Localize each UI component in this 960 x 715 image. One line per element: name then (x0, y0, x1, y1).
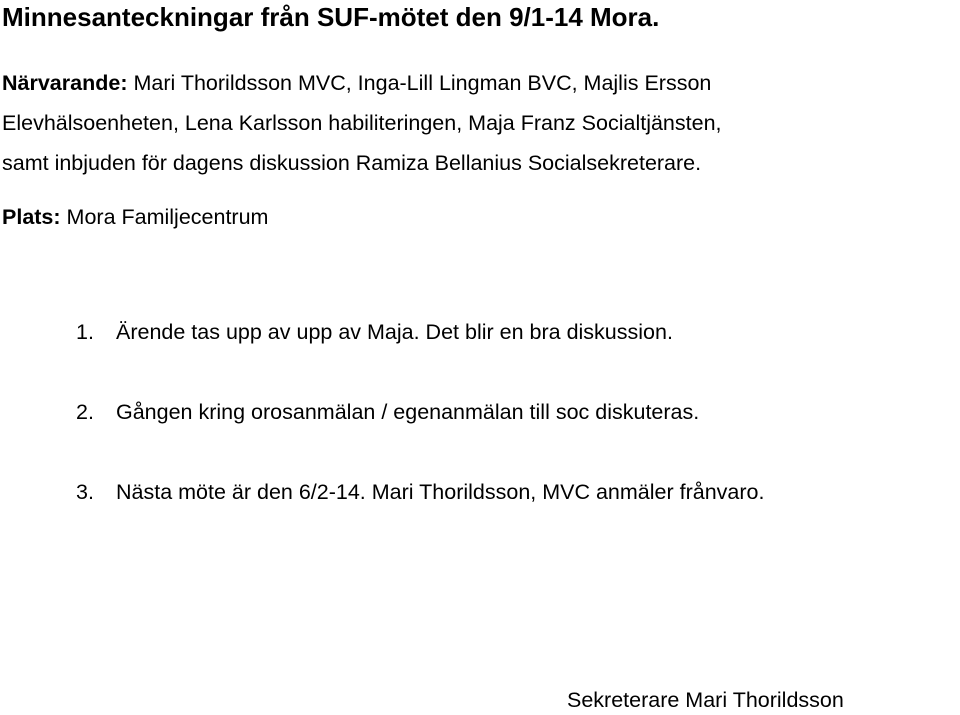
agenda-item (76, 472, 764, 512)
attendees-line-2: Elevhälsoenheten, Lena Karlsson habiliteringen, Maja Franz Socialtjänsten, (2, 111, 722, 135)
agenda-item-text: Nästa möte är den 6/2-14. Mari Thorildsson, MVC anmäler frånvaro. (116, 480, 765, 504)
agenda-item (76, 392, 699, 432)
attendees-paragraph (2, 63, 952, 183)
document-title: Minnesanteckningar från SUF-mötet den 9/1-14 Mora. (2, 2, 660, 32)
place-label: Plats: (2, 205, 61, 229)
place-paragraph (2, 197, 268, 237)
attendees-line-1 (2, 63, 952, 103)
attendees-label: Närvarande: (2, 71, 128, 95)
secretary-signature: Sekreterare Mari Thorildsson (567, 688, 844, 712)
agenda-item (76, 312, 673, 352)
agenda-item-text: Ärende tas upp av upp av Maja. Det blir en bra diskussion. (116, 320, 673, 344)
place-value: Mora Familjecentrum (60, 205, 269, 229)
agenda-item-text: Gången kring orosanmälan / egenanmälan till soc diskuteras. (116, 400, 700, 424)
attendees-text-1: Mari Thorildsson MVC, Inga-Lill Lingman BVC, Majlis Ersson (127, 71, 712, 95)
agenda-item-number: 1. (76, 320, 94, 344)
attendees-line-3: samt inbjuden för dagens diskussion Ramiza Bellanius Socialsekreterare. (2, 151, 702, 175)
agenda-item-number: 2. (76, 400, 94, 424)
agenda-item-number: 3. (76, 480, 94, 504)
